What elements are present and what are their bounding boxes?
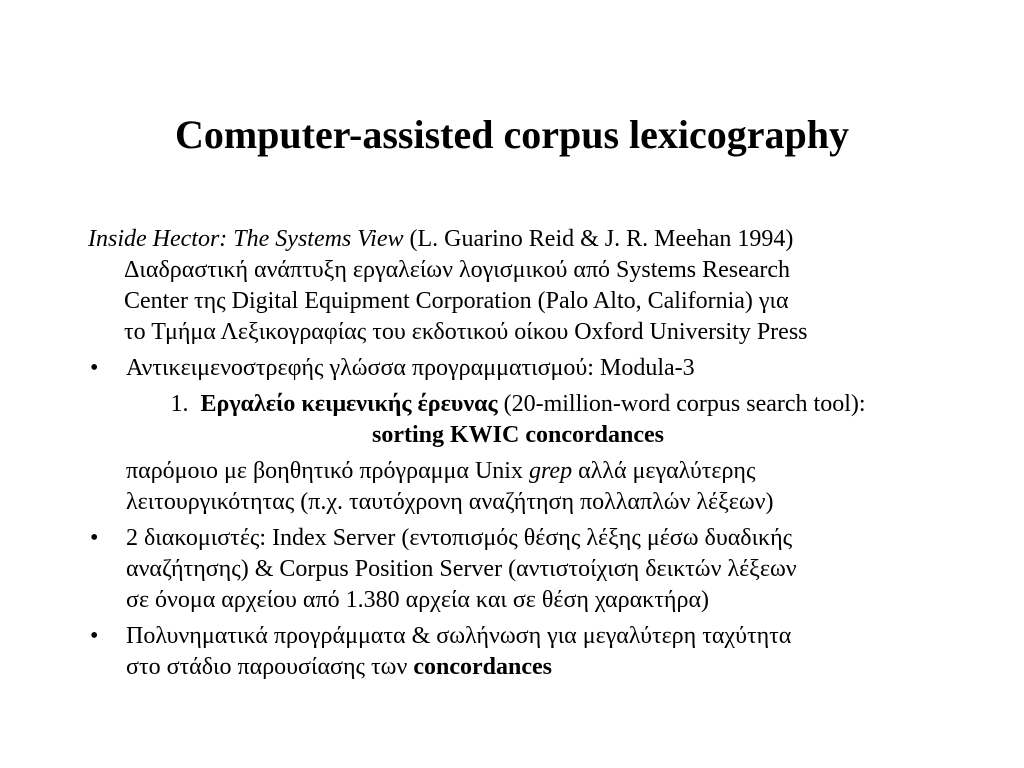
bullet-text — [126, 523, 948, 616]
sub-text-part-1: παρόμοιο με βοηθητικό πρόγραμμα Unix — [126, 458, 529, 484]
sub-paragraph — [88, 456, 948, 518]
bullet-text — [126, 621, 948, 683]
bullet-3-bold: concordances — [413, 654, 552, 680]
numbered-mark: 1. — [170, 391, 189, 417]
numbered-bold-text: Εργαλείο κειμενικής έρευνας — [200, 391, 498, 417]
intro-paragraph — [88, 224, 948, 348]
bullet-mark: • — [90, 355, 99, 381]
bullet-item — [88, 523, 948, 616]
sub-text-italic: grep — [528, 458, 573, 484]
intro-line-3: Center της Digital Equipment Corporation (Palo Alto, California) για — [124, 288, 789, 314]
bullet-mark: • — [90, 525, 99, 551]
intro-italic-title: Inside Hector: The Systems View — [88, 226, 404, 252]
bullet-item — [88, 353, 948, 384]
bullet-3-line-1: Πολυνηματικά προγράμματα & σωλήνωση για μεγαλύτερη ταχύτητα — [126, 623, 792, 649]
bullet-2-line-1: 2 διακομιστές: Index Server (εντοπισμός θέσης λέξης μέσω δυαδικής — [126, 525, 793, 551]
slide-title: Computer-assisted corpus lexicography — [174, 112, 850, 157]
bullet-text: Αντικειμενοστρεφής γλώσσα προγραμματισμού: Modula-3 — [126, 355, 695, 381]
bullet-3-line-2: στο στάδιο παρουσίασης των — [126, 654, 414, 680]
sub-text-line-2: λειτουργικότητας (π.χ. ταυτόχρονη αναζήτηση πολλαπλών λέξεων) — [126, 489, 774, 515]
intro-citation: (L. Guarino Reid & J. R. Meehan 1994) — [403, 226, 794, 252]
bullet-mark: • — [90, 623, 99, 649]
numbered-line-2: sorting KWIC concordances — [372, 422, 664, 448]
numbered-rest-text: (20-million-word corpus search tool): — [497, 391, 866, 417]
numbered-item — [88, 389, 948, 451]
intro-line-2: Διαδραστική ανάπτυξη εργαλείων λογισμικού από Systems Research — [124, 257, 791, 283]
bullet-item — [88, 621, 948, 683]
bullet-2-line-3: σε όνομα αρχείου από 1.380 αρχεία και σε θέση χαρακτήρα) — [126, 587, 710, 613]
sub-text-part-2: αλλά μεγαλύτερης — [572, 458, 756, 484]
intro-line-4: το Τμήμα Λεξικογραφίας του εκδοτικού οίκου Oxford University Press — [124, 319, 808, 345]
bullet-2-line-2: αναζήτησης) & Corpus Position Server (αντιστοίχιση δεικτών λέξεων — [126, 556, 797, 582]
slide-body — [88, 224, 948, 688]
